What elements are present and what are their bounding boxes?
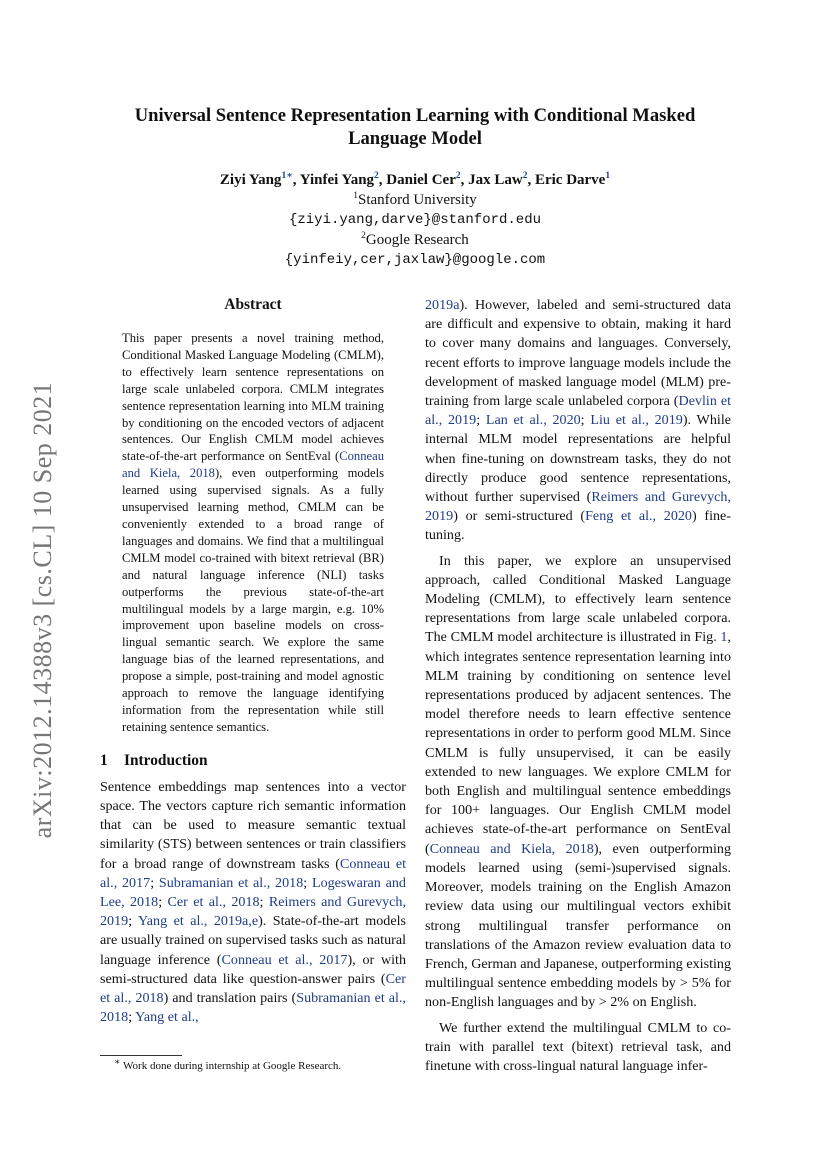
citation-link[interactable]: Conneau et al., 2017: [100, 855, 407, 891]
citation-link[interactable]: Conneau et al., 2017: [221, 951, 348, 968]
title-line-1: Universal Sentence Representation Learning with Conditional Masked: [134, 105, 696, 126]
intro-paragraph: In this paper, we explore an unsupervised approach, called Conditional Masked Language Modeling (CMLM), to effectively learn sentence representations from large scale unlabeled corpora. The CMLM model architecture is illustrated in Fig. 1, which integrates sentence representation learning into MLM training by conditioning on sentence level representations produced by adjacent sentences. The model therefore needs to learn effective sentence representations in order to perform good MLM. Since CMLM is fully unsupervised, it can be easily extended to new languages. We explore CMLM for both English and multilingual sentence embeddings for 100+ languages. Our English CMLM model achieves state-of-the-art performance on SentEval (Conneau and Kiela, 2018), even outperforming models learned using (semi-)supervised signals. Moreover, models training on the English Amazon review data using our multilingual vectors exhibit strong multilingual transfer performance on translations of the Amazon review evaluation data to French, German and Japanese, outperforming existing multilingual sentence embedding models by > 5% for non-English languages and by > 2% on English.: [425, 552, 731, 1011]
author-name: Jax Law: [468, 172, 523, 188]
author-mark: 1: [605, 171, 611, 181]
citation-link[interactable]: Lan et al., 2020: [485, 412, 581, 429]
citation-link[interactable]: Devlin et al., 2019: [425, 393, 731, 429]
paper-title: [100, 104, 730, 150]
footnote: [100, 1057, 406, 1072]
citation-link[interactable]: Reimers and Gurevych, 2019: [425, 489, 732, 525]
author-name: Ziyi Yang: [219, 172, 282, 188]
affiliation-1: $^1$Stanford University: [353, 191, 477, 208]
citation-link[interactable]: 2019a: [425, 297, 460, 313]
citation-link[interactable]: Subramanian et al., 2018: [100, 989, 406, 1026]
author-name: Daniel Cer: [386, 172, 456, 188]
abstract-heading: Abstract: [224, 296, 282, 313]
section-title: Introduction: [124, 751, 208, 769]
author-mark: 1∗: [281, 171, 293, 181]
left-column: [100, 296, 406, 1027]
citation-link[interactable]: Reimers and Gurevych, 2019: [100, 893, 406, 930]
footnote-rule: [100, 1055, 182, 1056]
email-1: {ziyi.yang,darve}@stanford.edu: [288, 212, 542, 228]
citation-link[interactable]: Feng et al., 2020: [585, 508, 692, 525]
citation-link[interactable]: Yang et al., 2019a,e: [138, 913, 259, 930]
citation-link[interactable]: Cer et al., 2018: [100, 970, 406, 1006]
figure-link[interactable]: 1: [720, 629, 728, 646]
intro-paragraph: Sentence embeddings map sentences into a vector space. The vectors capture rich semantic information that can be used to measure semantic textual similarity (STS) between sentences or train classifiers for a broad range of downstream tasks (Conneau et al., 2017; Subramanian et al., 2018; Logeswaran and Lee, 2018; Cer et al., 2018; Reimers and Gurevych, 2019; Yang et al., 2019a,e). State-of-the-art models are usually trained on supervised tasks such as natural language inference (Conneau et al., 2017), or with semi-structured data like question-answer pairs (Cer et al., 2018) and translation pairs (Subramanian et al., 2018; Yang et al.,: [100, 778, 407, 1026]
email-2: {yinfeiy,cer,jaxlaw}@google.com: [284, 252, 546, 268]
author-mark: 2: [374, 171, 379, 181]
author-mark: 2: [455, 171, 461, 181]
footnote-text: Work done during internship at Google Research.: [123, 1060, 342, 1072]
intro-paragraph: 2019a). However, labeled and semi-structured data are difficult and expensive to obtain, making it hard to cover many domains and languages. Conversely, recent efforts to improve language models include the development of masked language model (MLM) pre-training from large scale unlabeled corpora (Devlin et al., 2019; Lan et al., 2020; Liu et al., 2019). While internal MLM model representations are helpful when fine-tuning on downstream tasks, they do not directly produce good sentence representations, without further supervised (Reimers and Gurevych, 2019) or semi-structured (Feng et al., 2020) fine-tuning.: [425, 297, 732, 544]
title-line-2: Language Model: [348, 128, 482, 149]
citation-link[interactable]: Yang et al.,: [135, 1009, 199, 1026]
section-number: 1: [100, 751, 108, 769]
author-mark: 2: [522, 171, 528, 181]
right-column: [425, 296, 731, 1076]
citation-link[interactable]: Liu et al., 2019: [590, 412, 683, 429]
section-heading: [100, 752, 406, 770]
citation-link[interactable]: Subramanian et al., 2018: [158, 874, 304, 891]
footnote-mark: ∗: [114, 1057, 121, 1068]
author-list: Ziyi Yang$^{1∗}$, Yinfei Yang$^2$, Daniel Cer$^2$, Jax Law$^2$, Eric Darve$^1$: [219, 171, 611, 188]
abstract-text: This paper presents a novel training method, Conditional Masked Language Modeling (CMLM), to effectively learn sentence representations on large scale unlabeled corpora. CMLM integrates sentence representation learning into MLM training by conditioning on the encoded vectors of adjacent sentences. Our English CMLM model achieves state-of-the-art performance on SentEval (Conneau and Kiela, 2018), even outperforming models learned using supervised signals. As a fully unsupervised learning method, CMLM can be conveniently extended to a broad range of languages and domains. We find that a multilingual CMLM model co-trained with bitext retrieval (BR) and natural language inference (NLI) tasks outperforms the previous state-of-the-art multilingual models by a large margin, e.g. 10% improvement upon baseline models on cross-lingual semantic search. We explore the same language bias of the learned representations, and propose a simple, post-training and model agnostic approach to remove the language identifying information from the representation while still retaining sentence semantics.: [122, 331, 385, 734]
citation-link[interactable]: Cer et al., 2018: [167, 893, 260, 910]
citation-link[interactable]: Logeswaran and Lee, 2018: [100, 874, 406, 910]
arxiv-id: arXiv:2012.14388v3 [cs.CL] 10 Sep 2021: [28, 381, 57, 839]
author-block: [100, 170, 730, 270]
author-name: Yinfei Yang: [299, 172, 375, 188]
arxiv-sidebar: [30, 360, 56, 860]
author-name: Eric Darve: [534, 172, 606, 188]
citation-link[interactable]: Conneau and Kiela, 2018: [429, 840, 594, 857]
citation-link[interactable]: Conneau and Kiela, 2018: [122, 449, 384, 481]
intro-paragraph: We further extend the multilingual CMLM to co-train with parallel text (bitext) retrieval task, and finetune with cross-lingual natural language infer-: [425, 1019, 731, 1074]
affiliation-2: $^2$Google Research: [361, 231, 469, 248]
